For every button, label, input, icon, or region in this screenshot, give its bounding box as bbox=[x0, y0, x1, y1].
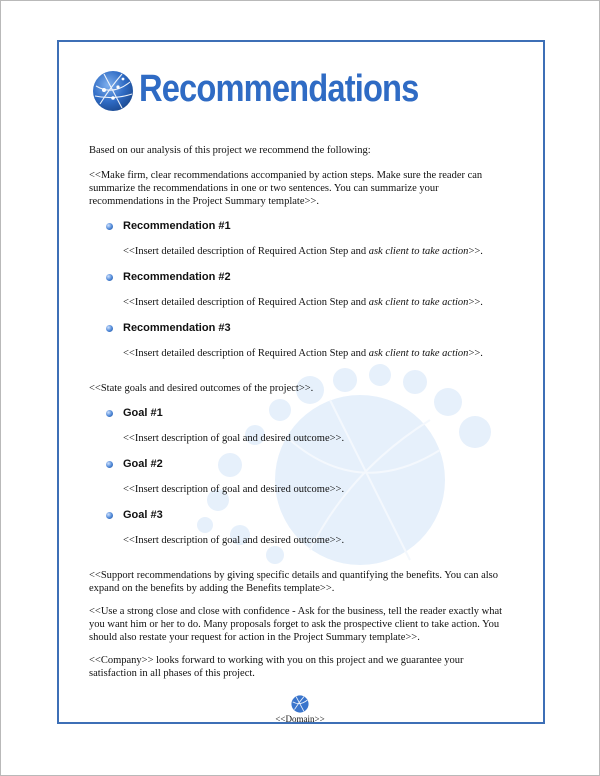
close-paragraph: <<Use a strong close and close with confidence - Ask for the business, tell the reader exactly what you want him or her to do. Many proposals forget to ask the prospective client to take action. You should also restate your request for action in the Project Summary template>>. bbox=[89, 606, 503, 643]
recommendation-title: Recommendation #2 bbox=[123, 271, 231, 283]
recommendation-description: <<Insert detailed description of Required Action Step and ask client to take action>>. bbox=[123, 297, 483, 308]
bullet-icon bbox=[106, 410, 113, 417]
recommendations-instruction: <<Make firm, clear recommendations accompanied by action steps. Make sure the reader can summarize the recommendations in one or two sentences. You can summarize your recommendations in the Project Summary template>>. bbox=[89, 170, 483, 207]
footer-domain: <<Domain>> bbox=[275, 714, 325, 724]
recommendations-list bbox=[89, 220, 509, 360]
recommendation-description: <<Insert detailed description of Required Action Step and ask client to take action>>. bbox=[123, 348, 483, 359]
bullet-icon bbox=[106, 512, 113, 519]
goals-instruction: <<State goals and desired outcomes of the project>>. bbox=[89, 383, 314, 394]
list-item bbox=[106, 322, 509, 360]
globe-footer-icon bbox=[291, 695, 309, 713]
company-statement: <<Company>> looks forward to working with you on this project and we guarantee your satisfaction in all phases of this project. bbox=[89, 655, 464, 679]
support-paragraph: <<Support recommendations by giving specific details and quantifying the benefits. You can also expand on the benefits by adding the Benefits template>>. bbox=[89, 570, 499, 594]
footer bbox=[0, 695, 600, 725]
goal-description: <<Insert description of goal and desired outcome>>. bbox=[123, 484, 345, 495]
recommendation-description: <<Insert detailed description of Required Action Step and ask client to take action>>. bbox=[123, 246, 483, 257]
page-title: Recommendations bbox=[139, 68, 419, 110]
recommendation-title: Recommendation #3 bbox=[123, 322, 231, 334]
bullet-icon bbox=[106, 461, 113, 468]
document-body bbox=[89, 144, 509, 690]
bullet-icon bbox=[106, 274, 113, 281]
list-item bbox=[106, 271, 509, 309]
goal-description: <<Insert description of goal and desired outcome>>. bbox=[123, 433, 345, 444]
goal-description: <<Insert description of goal and desired outcome>>. bbox=[123, 535, 345, 546]
intro-text: Based on our analysis of this project we recommend the following: bbox=[89, 145, 371, 156]
goal-title: Goal #2 bbox=[123, 458, 163, 470]
globe-logo-icon bbox=[92, 70, 134, 112]
bullet-icon bbox=[106, 223, 113, 230]
recommendation-title: Recommendation #1 bbox=[123, 220, 231, 232]
list-item bbox=[106, 458, 509, 496]
list-item bbox=[106, 407, 509, 445]
bullet-icon bbox=[106, 325, 113, 332]
goal-title: Goal #3 bbox=[123, 509, 163, 521]
list-item bbox=[106, 509, 509, 547]
goals-list bbox=[89, 407, 509, 547]
goal-title: Goal #1 bbox=[123, 407, 163, 419]
list-item bbox=[106, 220, 509, 258]
